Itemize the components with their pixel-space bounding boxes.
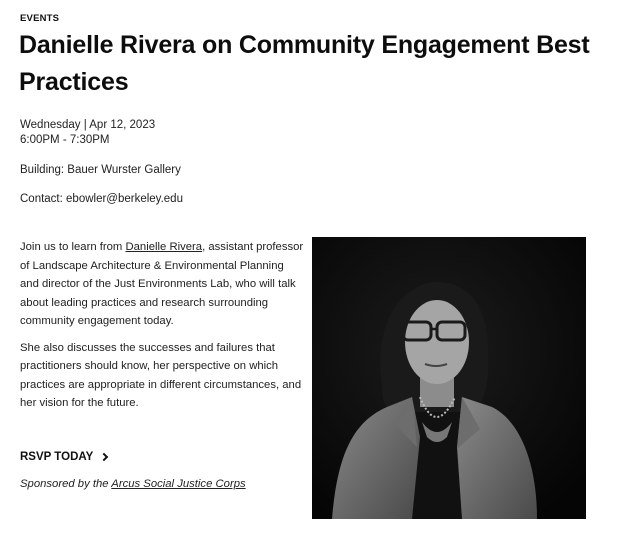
speaker-photo — [312, 237, 586, 519]
event-building: Building: Bauer Wurster Gallery — [20, 164, 181, 176]
page-title: Danielle Rivera on Community Engagement Best Practices — [19, 31, 590, 96]
event-date: Wednesday | Apr 12, 2023 — [20, 119, 156, 131]
section-eyebrow: EVENTS — [20, 13, 60, 24]
chevron-right-icon — [100, 453, 108, 461]
sponsor-link[interactable]: Arcus Social Justice Corps — [111, 478, 246, 490]
sponsor-line — [20, 478, 246, 490]
rsvp-label: RSVP TODAY — [20, 451, 94, 463]
speaker-link[interactable]: Danielle Rivera — [125, 241, 203, 253]
description-text: Join us to learn from — [20, 241, 126, 253]
sponsor-prefix: Sponsored by the — [20, 478, 112, 490]
event-contact: Contact: ebowler@berkeley.edu — [20, 193, 183, 205]
description-paragraph-1 — [20, 238, 305, 331]
description-paragraph-2: She also discusses the successes and failures that practitioners should know, her perspective on which practices are appropriate in different circumstances, and her vision for the future. — [20, 341, 302, 409]
event-time: 6:00PM - 7:30PM — [20, 134, 110, 146]
description-text: , assistant professor of Landscape Architecture & Environmental Planning and director of the Just Environments Lab, who will talk about leading practices and research surrounding community engagement today. — [20, 241, 304, 327]
rsvp-button[interactable] — [20, 451, 107, 463]
event-description — [20, 238, 305, 421]
portrait-illustration — [312, 237, 586, 519]
